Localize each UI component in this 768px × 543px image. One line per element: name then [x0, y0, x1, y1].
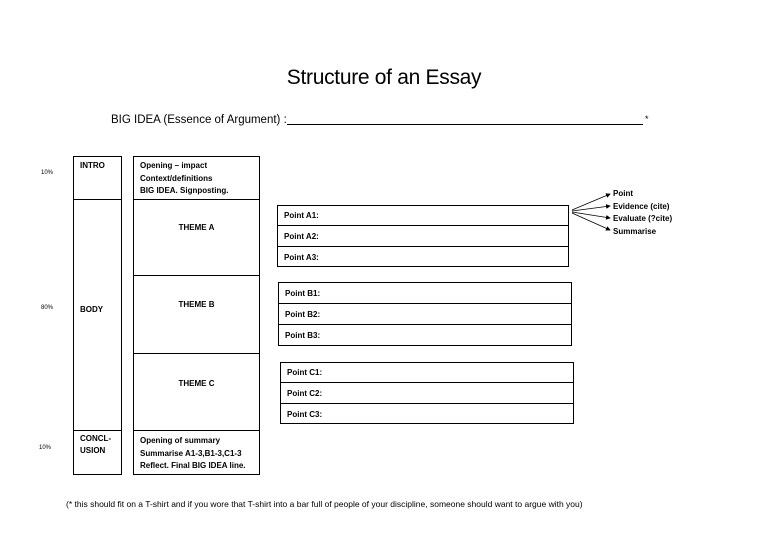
page-title: Structure of an Essay — [286, 66, 482, 89]
pee-list — [613, 188, 672, 238]
big-idea-label: BIG IDEA (Essence of Argument) : — [111, 114, 287, 126]
points-c-box — [280, 362, 574, 424]
section-column — [73, 156, 122, 475]
point-row: Point A2: — [278, 226, 568, 247]
point-row: Point B1: — [279, 283, 571, 304]
pee-item: Evidence (cite) — [613, 201, 670, 211]
pee-arrows — [566, 186, 616, 236]
arrow-evidence — [572, 206, 610, 211]
point-row: Point C3: — [287, 409, 323, 419]
arrow-evaluate — [572, 212, 610, 218]
arrow-point — [572, 194, 610, 210]
intro-content — [140, 160, 228, 198]
pee-item: Point — [613, 189, 633, 198]
section-label-conclusion-line: CONCL- — [80, 434, 112, 443]
pee-item: Evaluate (?cite) — [613, 214, 673, 223]
intro-line: BIG IDEA. Signposting. — [140, 186, 229, 195]
big-idea-blank-line — [287, 124, 643, 125]
points-a-box — [277, 205, 569, 267]
content-divider — [134, 275, 259, 276]
point-row: Point A3: — [284, 252, 319, 262]
conclusion-line: Opening of summary — [140, 436, 221, 445]
section-label-intro: INTRO — [80, 161, 105, 170]
content-divider — [134, 353, 259, 354]
pee-item: Summarise — [613, 226, 657, 236]
conclusion-content — [140, 435, 246, 473]
arrow-summarise — [572, 213, 610, 230]
footnote: (* this should fit on a T-shirt and if you wore that T-shirt into a bar full of people of your discipline, someone should want to argue with you) — [66, 499, 583, 509]
section-divider — [74, 430, 121, 431]
conclusion-line: Summarise A1-3,B1-3,C1-3 — [140, 448, 242, 458]
theme-b-label: THEME B — [178, 300, 215, 309]
points-b-box — [278, 282, 572, 346]
content-column — [133, 156, 260, 475]
big-idea-asterisk: * — [645, 114, 649, 124]
intro-line: Context/definitions — [140, 173, 213, 183]
theme-c-label: THEME C — [178, 379, 215, 388]
point-row: Point C1: — [281, 363, 573, 383]
point-row: Point B3: — [285, 331, 321, 340]
content-divider — [134, 430, 259, 431]
intro-percentage: 10% — [41, 170, 54, 176]
section-label-body: BODY — [80, 305, 104, 314]
section-label-conclusion-line: USION — [80, 446, 106, 455]
content-divider — [134, 199, 259, 200]
body-percentage: 80% — [41, 305, 54, 311]
point-row: Point A1: — [278, 206, 568, 226]
conclusion-percentage: 10% — [39, 445, 52, 451]
conclusion-line: Reflect. Final BIG IDEA line. — [140, 461, 246, 470]
intro-line: Opening – impact — [140, 161, 208, 170]
point-row: Point B2: — [279, 304, 571, 325]
section-divider — [74, 199, 121, 200]
section-label-conclusion — [80, 433, 111, 457]
theme-a-label: THEME A — [178, 223, 215, 232]
point-row: Point C2: — [281, 383, 573, 404]
